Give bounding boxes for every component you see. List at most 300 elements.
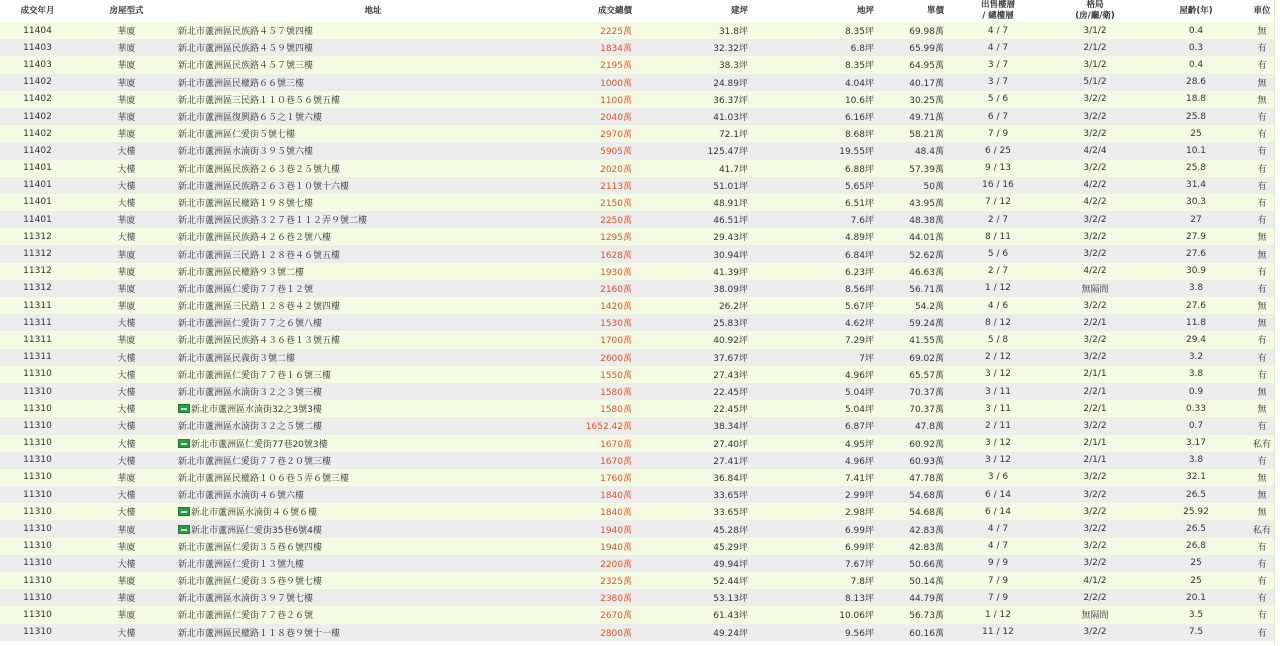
address-text: 新北市蘆洲區仁愛街77巷20號3樓 [191,439,328,450]
cell-unit-price: 54.68萬 [909,508,944,519]
cell-building-area: 41.7坪 [718,164,748,175]
cell-building-area: 51.01坪 [713,181,748,192]
cell-age: 25.8 [1185,111,1207,122]
cell-age: 26.5 [1185,524,1207,535]
cell-age: 7.5 [1188,627,1204,638]
cell-floor: 2 / 12 [985,352,1011,363]
cell-age: 27 [1190,214,1202,225]
cell-layout: 2/2/1 [1083,386,1107,397]
cell-address [178,125,568,142]
table-row[interactable] [0,452,1274,469]
cell-date: 11403 [23,59,52,70]
cell-unit-price: 64.95萬 [909,61,944,72]
cell-address [178,211,568,228]
cell-age: 25 [1190,558,1202,569]
cell-land-area: 4.96坪 [844,456,874,467]
col-header-unit-price[interactable]: 單價 [926,5,944,16]
cell-age: 28.6 [1185,77,1207,88]
cell-floor: 8 / 12 [985,317,1011,328]
col-header-building-area[interactable]: 建坪 [730,5,748,16]
cell-layout: 3/1/2 [1083,25,1107,36]
cell-layout: 3/2/2 [1083,111,1107,122]
cell-age: 0.7 [1188,420,1204,431]
cell-unit-price: 57.39萬 [909,164,944,175]
cell-type: 大樓 [117,405,136,416]
cell-date: 11403 [23,42,52,53]
cell-land-area: 7.6坪 [850,216,874,227]
cell-building-area: 48.91坪 [713,198,748,209]
address-text: 新北市蘆洲區水湳街32之3號3樓 [191,405,322,416]
cell-land-area: 6.16坪 [844,113,874,124]
cell-parking: 有 [1257,353,1267,364]
cell-parking: 有 [1257,611,1267,622]
cell-layout: 3/2/2 [1083,627,1107,638]
address-text: 新北市蘆洲區民義街３號二樓 [178,353,296,364]
col-header-age[interactable]: 屋齡(年) [1179,5,1213,16]
cell-date: 11402 [23,77,52,88]
table-row[interactable] [0,538,1274,555]
cell-layout: 3/2/2 [1083,541,1107,552]
cell-building-area: 49.94坪 [713,559,748,570]
cell-type: 大樓 [117,456,136,467]
table-body [0,22,1274,641]
cell-unit-price: 30.25萬 [909,95,944,106]
cell-address [178,435,568,452]
cell-date: 11310 [23,609,52,620]
cell-unit-price: 65.99萬 [909,44,944,55]
cell-layout: 3/2/2 [1083,300,1107,311]
cell-unit-price: 52.62萬 [909,250,944,261]
cell-parking: 有 [1257,198,1267,209]
cell-address [178,417,568,434]
cell-price: 2600萬 [600,353,632,364]
cell-address [178,314,568,331]
cell-parking: 有 [1257,164,1267,175]
cell-price: 1628萬 [600,250,632,261]
table-row[interactable] [0,469,1274,486]
cell-type: 華廈 [117,611,136,622]
cell-date: 11310 [23,420,52,431]
cell-address [178,331,568,348]
table-row[interactable] [0,245,1274,262]
table-row[interactable] [0,314,1274,331]
cell-layout: 3/2/2 [1083,128,1107,139]
cell-age: 25.92 [1183,506,1209,517]
col-header-layout[interactable] [1048,0,1142,22]
cell-building-area: 33.65坪 [713,491,748,502]
table-row[interactable] [0,331,1274,348]
cell-unit-price: 50.66萬 [909,559,944,570]
table-row[interactable] [0,572,1274,589]
cell-price: 2970萬 [600,130,632,141]
cell-address [178,74,568,91]
cell-building-area: 40.92坪 [713,336,748,347]
address-text: 新北市蘆洲區仁愛街７７巷１２號 [178,284,314,295]
cell-date: 11404 [23,25,52,36]
cell-land-area: 5.65坪 [844,181,874,192]
cell-price: 1760萬 [600,473,632,484]
cell-floor: 8 / 11 [985,231,1011,242]
table-row[interactable] [0,383,1274,400]
address-text: 新北市蘆洲區水湳街３２之５號二樓 [178,422,323,433]
floor-header-line1: 出售樓層 [980,0,1015,10]
cell-type: 大樓 [117,233,136,244]
cell-date: 11311 [23,334,52,345]
cell-address [178,452,568,469]
cell-date: 11312 [23,231,52,242]
cell-age: 0.33 [1185,403,1207,414]
address-text: 新北市蘆洲區民族路４３６巷１３號五樓 [178,336,341,347]
cell-age: 3.8 [1188,455,1204,466]
cell-price: 2250萬 [600,216,632,227]
cell-unit-price: 44.01萬 [909,233,944,244]
table-row[interactable] [0,280,1274,297]
cell-type: 大樓 [117,164,136,175]
cell-parking: 無 [1257,95,1267,106]
cell-layout: 3/2/2 [1083,231,1107,242]
cell-age: 3.8 [1188,369,1204,380]
cell-type: 大樓 [117,422,136,433]
cell-layout: 4/2/2 [1083,180,1107,191]
cell-layout: 2/2/2 [1083,592,1107,603]
table-row[interactable] [0,366,1274,383]
address-text: 新北市蘆洲區仁愛街５號七樓 [178,130,296,141]
cell-type: 華廈 [117,577,136,588]
cell-unit-price: 50萬 [923,181,944,192]
cell-date: 11310 [23,455,52,466]
cell-floor: 4 / 7 [987,25,1009,36]
table-header-row [0,0,1274,22]
cell-type: 大樓 [117,628,136,639]
cell-type: 大樓 [117,559,136,570]
cell-type: 華廈 [117,78,136,89]
cell-parking: 有 [1257,130,1267,141]
cell-type: 大樓 [117,147,136,158]
cell-building-area: 26.2坪 [718,302,748,313]
cell-type: 大樓 [117,508,136,519]
address-text: 新北市蘆洲區仁愛街７７之６號八樓 [178,319,323,330]
cell-price: 2200萬 [600,559,632,570]
cell-age: 0.3 [1188,42,1204,53]
table-row[interactable] [0,503,1274,520]
cell-land-area: 10.6坪 [844,95,874,106]
cell-parking: 私有 [1252,525,1271,536]
cell-parking: 有 [1257,336,1267,347]
cell-floor: 9 / 9 [987,558,1009,569]
cell-parking: 有 [1257,181,1267,192]
table-row[interactable] [0,435,1274,452]
table-row[interactable] [0,486,1274,503]
cell-land-area: 7.29坪 [844,336,874,347]
cell-unit-price: 41.55萬 [909,336,944,347]
cell-price: 2020萬 [600,164,632,175]
col-header-date[interactable]: 成交年月 [20,5,55,16]
cell-layout: 5/1/2 [1083,77,1107,88]
cell-address [178,245,568,262]
table-row[interactable] [0,211,1274,228]
cell-parking: 無 [1257,405,1267,416]
address-text: 新北市蘆洲區三民路１１０巷５６號五樓 [178,95,341,106]
address-text: 新北市蘆洲區民族路４５７號三樓 [178,61,314,72]
table-row[interactable] [0,589,1274,606]
cell-unit-price: 59.24萬 [909,319,944,330]
cell-price: 2380萬 [600,594,632,605]
cell-floor: 4 / 7 [987,524,1009,535]
cell-age: 26.5 [1185,489,1207,500]
table-row[interactable] [0,39,1274,56]
cell-land-area: 5.67坪 [844,302,874,313]
col-header-parking[interactable]: 車位 [1253,5,1271,16]
cell-type: 大樓 [117,198,136,209]
cell-price: 1670萬 [600,456,632,467]
address-text: 新北市蘆洲區民權路１０６巷５弄６號三樓 [178,473,350,484]
cell-unit-price: 50.14萬 [909,577,944,588]
cell-unit-price: 47.8萬 [914,422,944,433]
cell-address [178,22,568,39]
table-row[interactable] [0,400,1274,417]
address-text: 新北市蘆洲區仁愛街７７巷２０號三樓 [178,456,332,467]
cell-price: 1000萬 [600,78,632,89]
table-row[interactable] [0,56,1274,73]
listing-badge-icon [178,525,190,534]
cell-building-area: 45.29坪 [713,542,748,553]
cell-building-area: 41.39坪 [713,267,748,278]
table-row[interactable] [0,160,1274,177]
table-row[interactable] [0,22,1274,39]
cell-unit-price: 60.16萬 [909,628,944,639]
cell-land-area: 19.55坪 [839,147,874,158]
address-text: 新北市蘆洲區仁愛街７７巷１６號三樓 [178,370,332,381]
cell-date: 11311 [23,352,52,363]
cell-address [178,263,568,280]
cell-type: 大樓 [117,439,136,450]
cell-building-area: 38.09坪 [713,284,748,295]
cell-layout: 3/2/2 [1083,352,1107,363]
cell-land-area: 6.23坪 [844,267,874,278]
cell-layout: 3/2/2 [1083,420,1107,431]
cell-floor: 6 / 14 [985,489,1011,500]
cell-building-area: 27.40坪 [713,439,748,450]
cell-parking: 無 [1257,250,1267,261]
cell-building-area: 45.28坪 [713,525,748,536]
cell-price: 1700萬 [600,336,632,347]
table-row[interactable] [0,142,1274,159]
cell-unit-price: 70.37萬 [909,405,944,416]
cell-parking: 有 [1257,147,1267,158]
cell-address [178,228,568,245]
cell-type: 大樓 [117,319,136,330]
cell-address [178,589,568,606]
table-row[interactable] [0,417,1274,434]
layout-header-line2: (房/廳/衛) [1075,11,1115,21]
cell-unit-price: 69.02萬 [909,353,944,364]
cell-floor: 3 / 7 [987,77,1009,88]
table-row[interactable] [0,91,1274,108]
cell-date: 11310 [23,403,52,414]
cell-building-area: 32.32坪 [713,44,748,55]
cell-type: 華廈 [117,27,136,38]
cell-land-area: 8.13坪 [844,594,874,605]
cell-age: 26.8 [1185,541,1207,552]
cell-layout: 3/2/2 [1083,489,1107,500]
table-row[interactable] [0,555,1274,572]
cell-unit-price: 56.71萬 [909,284,944,295]
cell-date: 11401 [23,214,52,225]
cell-date: 11312 [23,283,52,294]
address-text: 新北市蘆洲區民族路４５７號四樓 [178,27,314,38]
table-row[interactable] [0,228,1274,245]
cell-floor: 11 / 12 [982,627,1014,638]
cell-land-area: 6.99坪 [844,542,874,553]
cell-age: 3.2 [1188,352,1204,363]
cell-date: 11310 [23,386,52,397]
cell-price: 5905萬 [600,147,632,158]
table-row[interactable] [0,520,1274,537]
col-header-type[interactable]: 房屋型式 [109,5,144,16]
col-header-price[interactable]: 成交總價 [597,5,632,16]
table-row[interactable] [0,125,1274,142]
cell-date: 11402 [23,111,52,122]
cell-date: 11310 [23,506,52,517]
table-row[interactable] [0,263,1274,280]
cell-address [178,177,568,194]
cell-parking: 有 [1257,370,1267,381]
cell-unit-price: 46.63萬 [909,267,944,278]
cell-layout: 無隔間 [1081,284,1109,295]
cell-building-area: 41.03坪 [713,113,748,124]
cell-layout: 3/2/2 [1083,249,1107,260]
cell-age: 27.9 [1185,231,1207,242]
cell-building-area: 30.94坪 [713,250,748,261]
table-row[interactable] [0,606,1274,623]
cell-layout: 3/1/2 [1083,59,1107,70]
table-row[interactable] [0,624,1274,641]
cell-parking: 有 [1257,422,1267,433]
table-row[interactable] [0,349,1274,366]
address-text: 新北市蘆洲區水湳街３９５號六樓 [178,147,314,158]
cell-parking: 有 [1257,628,1267,639]
cell-floor: 5 / 6 [987,249,1009,260]
cell-building-area: 53.13坪 [713,594,748,605]
table-row[interactable] [0,108,1274,125]
cell-land-area: 6.99坪 [844,525,874,536]
cell-parking: 無 [1257,491,1267,502]
cell-type: 華廈 [117,95,136,106]
cell-age: 20.1 [1185,592,1207,603]
cell-address [178,297,568,314]
cell-land-area: 4.95坪 [844,439,874,450]
col-header-land-area[interactable]: 地坪 [856,5,874,16]
cell-building-area: 22.45坪 [713,388,748,399]
cell-floor: 3 / 6 [987,472,1009,483]
cell-address [178,280,568,297]
cell-price: 1670萬 [600,439,632,450]
address-text: 新北市蘆洲區三民路１２８巷４６號五樓 [178,250,341,261]
cell-land-area: 9.56坪 [844,628,874,639]
cell-type: 華廈 [117,594,136,605]
col-header-floor[interactable] [948,0,1048,22]
address-text: 新北市蘆洲區水湳街３２之３號三樓 [178,388,323,399]
cell-parking: 有 [1257,577,1267,588]
cell-age: 25 [1190,575,1202,586]
cell-unit-price: 54.2萬 [914,302,944,313]
cell-unit-price: 47.78萬 [909,473,944,484]
cell-land-area: 4.62坪 [844,319,874,330]
cell-floor: 16 / 16 [982,180,1014,191]
cell-layout: 4/1/2 [1083,575,1107,586]
address-text: 新北市蘆洲區民族路２６３巷１０號十六樓 [178,181,350,192]
cell-land-area: 8.56坪 [844,284,874,295]
cell-layout: 2/1/2 [1083,42,1107,53]
cell-layout: 3/2/2 [1083,214,1107,225]
cell-layout: 2/1/1 [1083,438,1107,449]
cell-floor: 2 / 11 [985,420,1011,431]
table-row[interactable] [0,297,1274,314]
cell-parking: 私有 [1252,439,1271,450]
col-header-address[interactable]: 地址 [364,5,382,16]
cell-parking: 無 [1257,508,1267,519]
cell-building-area: 31.8坪 [718,27,748,38]
cell-layout: 2/1/1 [1083,369,1107,380]
cell-layout: 4/2/2 [1083,197,1107,208]
cell-address [178,91,568,108]
cell-layout: 2/2/1 [1083,317,1107,328]
cell-layout: 3/2/2 [1083,506,1107,517]
cell-parking: 有 [1257,61,1267,72]
cell-date: 11310 [23,627,52,638]
cell-unit-price: 42.83萬 [909,542,944,553]
cell-type: 華廈 [117,130,136,141]
address-text: 新北市蘆洲區民權路１１８巷９號十一樓 [178,628,341,639]
cell-date: 11402 [23,145,52,156]
table-row[interactable] [0,194,1274,211]
cell-date: 11311 [23,300,52,311]
cell-age: 27.6 [1185,300,1207,311]
address-text: 新北市蘆洲區水湳街４６號六樓 [178,491,305,502]
cell-unit-price: 42.83萬 [909,525,944,536]
cell-unit-price: 40.17萬 [909,78,944,89]
table-row[interactable] [0,74,1274,91]
cell-address [178,469,568,486]
listing-badge-icon [178,404,190,413]
table-row[interactable] [0,177,1274,194]
cell-building-area: 36.37坪 [713,95,748,106]
cell-parking: 無 [1257,319,1267,330]
cell-building-area: 38.34坪 [713,422,748,433]
cell-land-area: 8.35坪 [844,61,874,72]
cell-age: 0.4 [1188,25,1204,36]
cell-price: 2160萬 [600,284,632,295]
cell-layout: 無隔間 [1081,611,1109,622]
cell-floor: 3 / 11 [985,386,1011,397]
cell-age: 30.9 [1185,266,1207,277]
cell-date: 11402 [23,128,52,139]
cell-age: 0.9 [1188,386,1204,397]
cell-address [178,349,568,366]
cell-land-area: 7坪 [859,353,874,364]
cell-floor: 7 / 9 [987,128,1009,139]
cell-address [178,572,568,589]
cell-unit-price: 49.71萬 [909,113,944,124]
cell-date: 11310 [23,541,52,552]
cell-parking: 無 [1257,233,1267,244]
cell-type: 華廈 [117,302,136,313]
cell-price: 1580萬 [600,405,632,416]
cell-building-area: 33.65坪 [713,508,748,519]
cell-land-area: 5.04坪 [844,388,874,399]
cell-price: 2800萬 [600,628,632,639]
cell-price: 1834萬 [600,44,632,55]
